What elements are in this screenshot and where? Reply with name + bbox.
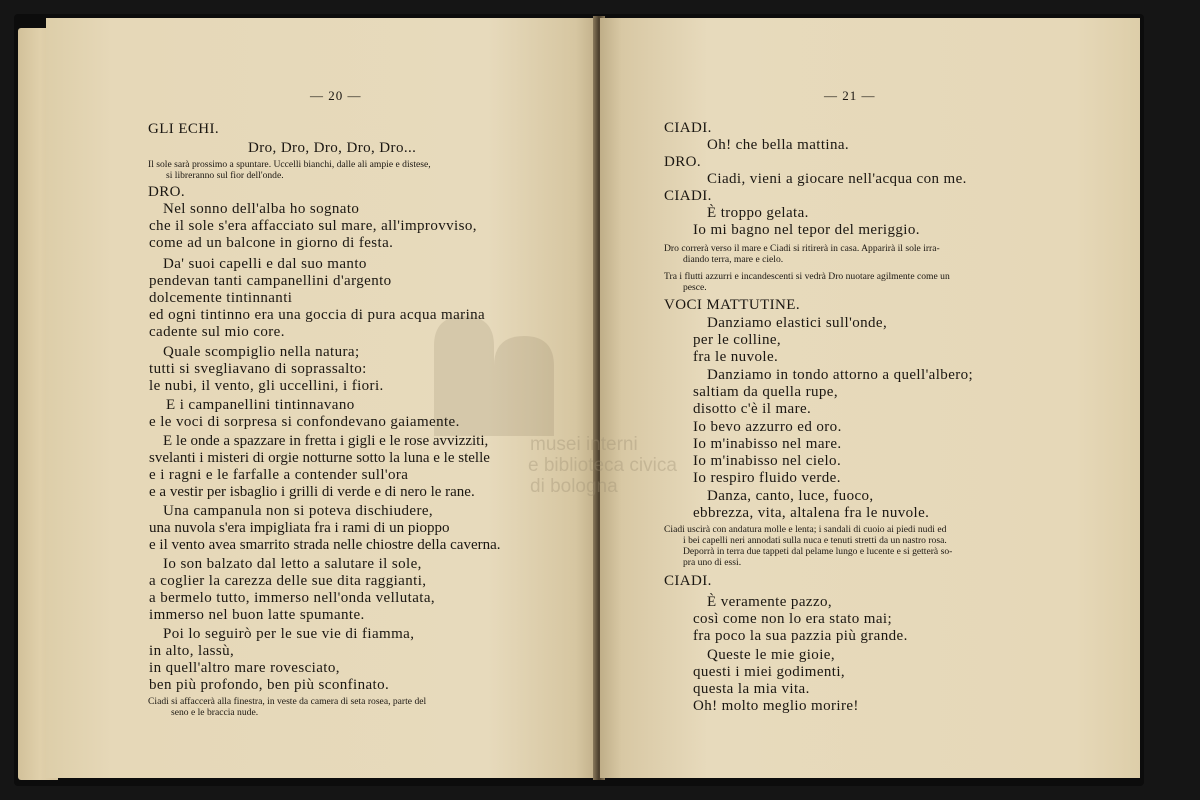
stage-direction: diando terra, mare e cielo. bbox=[683, 254, 784, 265]
verse-line: e i ragni e le farfalle a contender sull'ora bbox=[149, 467, 409, 483]
page-number: — 21 — bbox=[824, 88, 876, 103]
verse-line: Oh! che bella mattina. bbox=[707, 137, 850, 153]
speaker-heading: CIADI. bbox=[664, 188, 712, 204]
verse-line: le nubi, il vento, gli uccellini, i fiori. bbox=[149, 378, 384, 394]
verse-line: Dro, Dro, Dro, Dro, Dro... bbox=[248, 140, 417, 156]
speaker-heading: CIADI. bbox=[664, 573, 712, 589]
verse-line: ebbrezza, vita, altalena fra le nuvole. bbox=[693, 505, 930, 521]
watermark-text: di bologna bbox=[530, 476, 618, 497]
verse-line: dolcemente tintinnanti bbox=[149, 290, 293, 306]
verse-line: Io bevo azzurro ed oro. bbox=[693, 419, 842, 435]
stage-direction: Ciadi uscirà con andatura molle e lenta; i sandali di cuoio ai piedi nudi ed bbox=[664, 524, 947, 535]
verse-line: che il sole s'era affacciato sul mare, all'improvviso, bbox=[149, 218, 477, 234]
verse-line: disotto c'è il mare. bbox=[693, 401, 812, 417]
verse-line: È troppo gelata. bbox=[707, 205, 809, 221]
verse-line: Danziamo elastici sull'onde, bbox=[707, 315, 888, 331]
stage-direction: pra uno di essi. bbox=[683, 557, 742, 568]
stage-direction: si libreranno sul fior dell'onde. bbox=[166, 170, 284, 181]
watermark-text: e biblioteca civica bbox=[528, 455, 677, 476]
verse-line: una nuvola s'era impigliata fra i rami di un pioppo bbox=[149, 520, 450, 536]
verse-line: Una campanula non si poteva dischiudere, bbox=[163, 503, 434, 519]
verse-line: Ciadi, vieni a giocare nell'acqua con me. bbox=[707, 171, 967, 187]
verse-line: fra poco la sua pazzia più grande. bbox=[693, 628, 908, 644]
stage-direction: Deporrà in terra due tappeti dal pelame lungo e lucente e si getterà so- bbox=[683, 546, 953, 557]
stage-direction: pesce. bbox=[683, 282, 707, 293]
right-page bbox=[528, 18, 1140, 778]
verse-line: a coglier la carezza delle sue dita raggianti, bbox=[149, 573, 427, 589]
stage-direction: Ciadi si affaccerà alla finestra, in veste da camera di seta rosea, parte del bbox=[148, 696, 427, 707]
verse-line: Nel sonno dell'alba ho sognato bbox=[163, 201, 360, 217]
verse-line: Quale scompiglio nella natura; bbox=[163, 344, 360, 360]
verse-line: Io son balzato dal letto a salutare il sole, bbox=[163, 556, 422, 572]
verse-line: Oh! molto meglio morire! bbox=[693, 698, 859, 714]
verse-line: a bermelo tutto, immerso nell'onda vellutata, bbox=[149, 590, 436, 606]
verse-line: E le onde a spazzare in fretta i gigli e le rose avvizziti, bbox=[163, 433, 489, 449]
stage-direction: Tra i flutti azzurri e incandescenti si vedrà Dro nuotare agilmente come un bbox=[664, 271, 950, 282]
verse-line: Queste le mie gioie, bbox=[707, 647, 835, 663]
speaker-heading: DRO. bbox=[664, 154, 702, 170]
verse-line: ed ogni tintinno era una goccia di pura acqua marina bbox=[149, 307, 486, 323]
stage-direction: Il sole sarà prossimo a spuntare. Uccelli bianchi, dalle ali ampie e distese, bbox=[148, 159, 431, 170]
verse-line: questi i miei godimenti, bbox=[693, 664, 846, 680]
verse-line: Poi lo seguirò per le sue vie di fiamma, bbox=[163, 626, 415, 642]
page-number: — 20 — bbox=[310, 88, 362, 103]
verse-line: Io mi bagno nel tepor del meriggio. bbox=[693, 222, 920, 238]
verse-line: in quell'altro mare rovesciato, bbox=[149, 660, 340, 676]
verse-line: e il vento avea smarrito strada nelle chiostre della caverna. bbox=[149, 537, 501, 553]
stage-direction: i bei capelli neri annodati sulla nuca e tenuti stretti da un nastro rosa. bbox=[683, 535, 947, 546]
speaker-heading: VOCI MATTUTINE. bbox=[664, 297, 800, 313]
left-page bbox=[46, 18, 598, 778]
speaker-heading: GLI ECHI. bbox=[148, 121, 220, 137]
verse-line: Danziamo in tondo attorno a quell'albero; bbox=[707, 367, 974, 383]
verse-line: tutti si svegliavano di soprassalto: bbox=[149, 361, 367, 377]
verse-line: È veramente pazzo, bbox=[707, 594, 833, 610]
verse-line: in alto, lassù, bbox=[149, 643, 235, 659]
verse-line: come ad un balcone in giorno di festa. bbox=[149, 235, 394, 251]
stage-direction: seno e le braccia nude. bbox=[171, 707, 259, 718]
verse-line: ben più profondo, ben più sconfinato. bbox=[149, 677, 390, 693]
verse-line: così come non lo era stato mai; bbox=[693, 611, 893, 627]
verse-line: svelanti i misteri di orgie notturne sotto la luna e le stelle bbox=[149, 450, 490, 466]
verse-line: fra le nuvole. bbox=[693, 349, 779, 365]
verse-line: e le voci di sorpresa si confondevano gaiamente. bbox=[149, 414, 460, 430]
speaker-heading: DRO. bbox=[148, 184, 186, 200]
verse-line: Io m'inabisso nel mare. bbox=[693, 436, 842, 452]
verse-line: saltiam da quella rupe, bbox=[693, 384, 838, 400]
verse-line: Da' suoi capelli e dal suo manto bbox=[163, 256, 367, 272]
verse-line: Io m'inabisso nel cielo. bbox=[693, 453, 842, 469]
verse-line: questa la mia vita. bbox=[693, 681, 810, 697]
stage-direction: Dro correrà verso il mare e Ciadi si ritirerà in casa. Apparirà il sole irra- bbox=[664, 243, 940, 254]
verse-line: E i campanellini tintinnavano bbox=[166, 397, 355, 413]
verse-line: Danza, canto, luce, fuoco, bbox=[707, 488, 874, 504]
verse-line: immerso nel buon latte spumante. bbox=[149, 607, 365, 623]
verse-line: pendevan tanti campanellini d'argento bbox=[149, 273, 392, 289]
verse-line: per le colline, bbox=[693, 332, 782, 348]
watermark-text: musei interni bbox=[530, 434, 638, 455]
speaker-heading: CIADI. bbox=[664, 120, 712, 136]
verse-line: Io respiro fluido verde. bbox=[693, 470, 841, 486]
verse-line: e a vestir per isbaglio i grilli di verde e di nero le rane. bbox=[149, 484, 475, 500]
verse-line: cadente sul mio core. bbox=[149, 324, 285, 340]
